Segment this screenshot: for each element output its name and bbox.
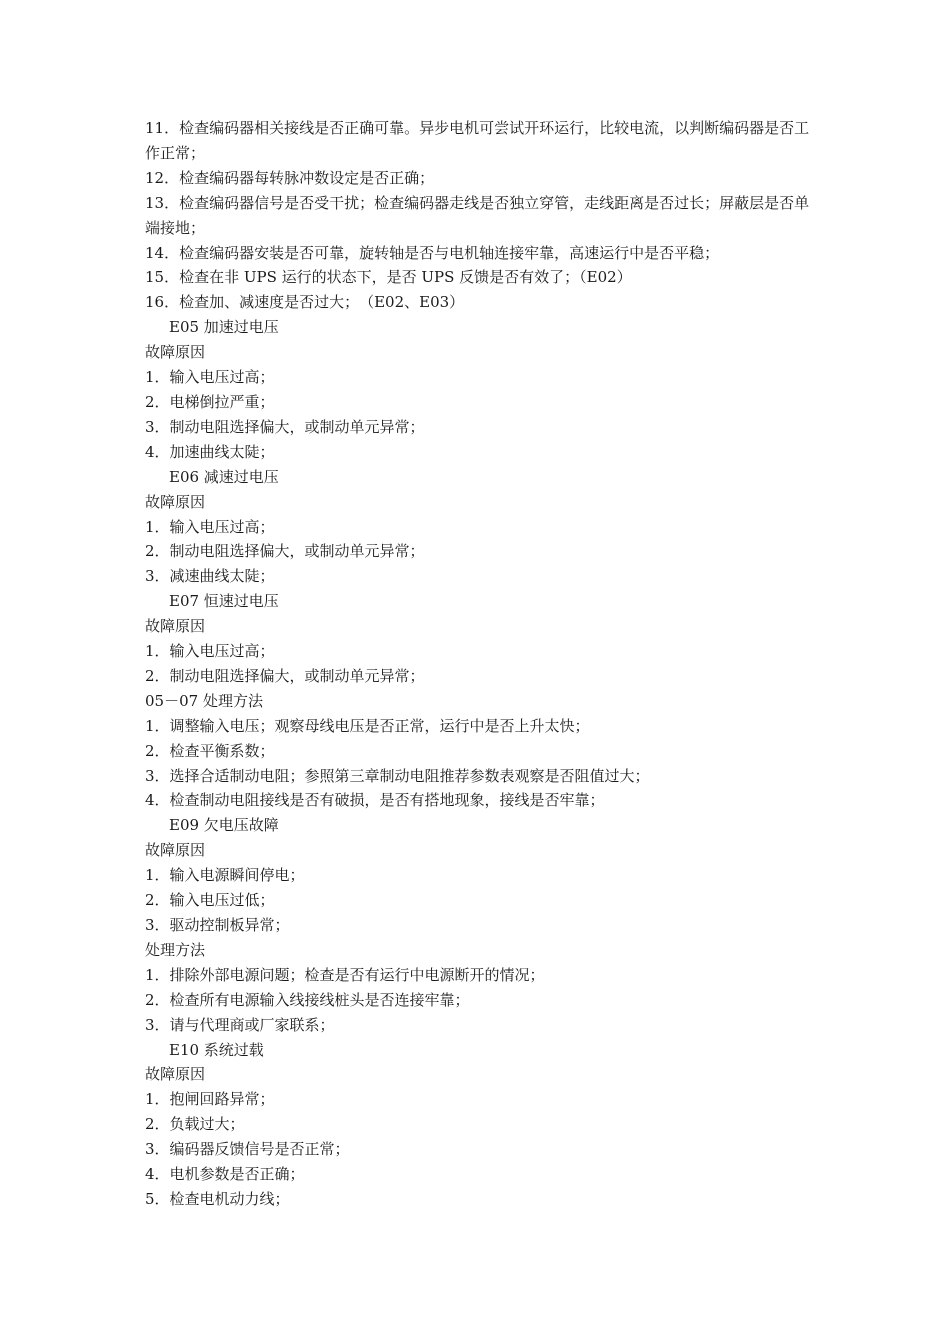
- text-line: 2．制动电阻选择偏大，或制动单元异常；: [145, 666, 425, 685]
- text-line: 故障原因: [145, 617, 206, 636]
- text-line: 1．输入电源瞬间停电；: [145, 866, 305, 885]
- text-line: 2．电梯倒拉严重；: [145, 392, 275, 411]
- text-line: 2．输入电压过低；: [145, 891, 275, 910]
- text-line: 1．输入电压过高；: [145, 642, 275, 661]
- section-heading: E05 加速过电压: [169, 318, 279, 337]
- text-line: 3．请与代理商或厂家联系；: [145, 1015, 335, 1034]
- text-line: 3．减速曲线太陡；: [145, 567, 275, 586]
- text-line: 故障原因: [145, 1065, 206, 1084]
- text-line: 3．选择合适制动电阻；参照第三章制动电阻推荐参数表观察是否阻值过大；: [145, 766, 650, 785]
- section-heading: E09 欠电压故障: [169, 816, 279, 835]
- section-heading: E07 恒速过电压: [169, 592, 279, 611]
- text-line: 14．检查编码器安装是否可靠，旋转轴是否与电机轴连接牢靠，高速运行中是否平稳；: [145, 243, 720, 262]
- text-line: 故障原因: [145, 492, 206, 511]
- text-line: 2．检查平衡系数；: [145, 741, 275, 760]
- document-body: [145, 116, 815, 1212]
- section-heading: E10 系统过载: [169, 1040, 264, 1059]
- text-line: 11．检查编码器相关接线是否正确可靠。异步电机可尝试开环运行，比较电流，以判断编码器是否工作正常；: [145, 119, 810, 162]
- text-line: 4．电机参数是否正确；: [145, 1165, 305, 1184]
- text-line: 12．检查编码器每转脉冲数设定是否正确；: [145, 168, 435, 187]
- text-line: 故障原因: [145, 343, 206, 362]
- text-line: 15．检查在非 UPS 运行的状态下，是否 UPS 反馈是否有效了；（E02）: [145, 268, 632, 287]
- text-line: 4．检查制动电阻接线是否有破损，是否有搭地现象，接线是否牢靠；: [145, 791, 605, 810]
- text-line: 故障原因: [145, 841, 206, 860]
- text-line: 处理方法: [145, 940, 206, 959]
- text-line: 4．加速曲线太陡；: [145, 442, 275, 461]
- text-line: 1．排除外部电源问题；检查是否有运行中电源断开的情况；: [145, 965, 545, 984]
- text-line: 2．制动电阻选择偏大，或制动单元异常；: [145, 542, 425, 561]
- section-heading: E06 减速过电压: [169, 467, 279, 486]
- text-line: 16．检查加、减速度是否过大； （E02、E03）: [145, 293, 465, 312]
- text-line: 2．负载过大；: [145, 1115, 245, 1134]
- text-line: 3．制动电阻选择偏大，或制动单元异常；: [145, 417, 425, 436]
- text-line: 2．检查所有电源输入线接线桩头是否连接牢靠；: [145, 990, 470, 1009]
- text-line: 05－07 处理方法: [145, 691, 263, 710]
- text-line: 1．抱闸回路异常；: [145, 1090, 275, 1109]
- text-line: 1．输入电压过高；: [145, 517, 275, 536]
- text-line: 1．调整输入电压；观察母线电压是否正常，运行中是否上升太快；: [145, 716, 590, 735]
- text-line: 5．检查电机动力线；: [145, 1189, 290, 1208]
- text-line: 3．编码器反馈信号是否正常；: [145, 1140, 350, 1159]
- text-line: 1．输入电压过高；: [145, 368, 275, 387]
- text-line: 13．检查编码器信号是否受干扰；检查编码器走线是否独立穿管，走线距离是否过长；屏蔽层是否单端接地；: [145, 193, 810, 237]
- text-line: 3．驱动控制板异常；: [145, 916, 290, 934]
